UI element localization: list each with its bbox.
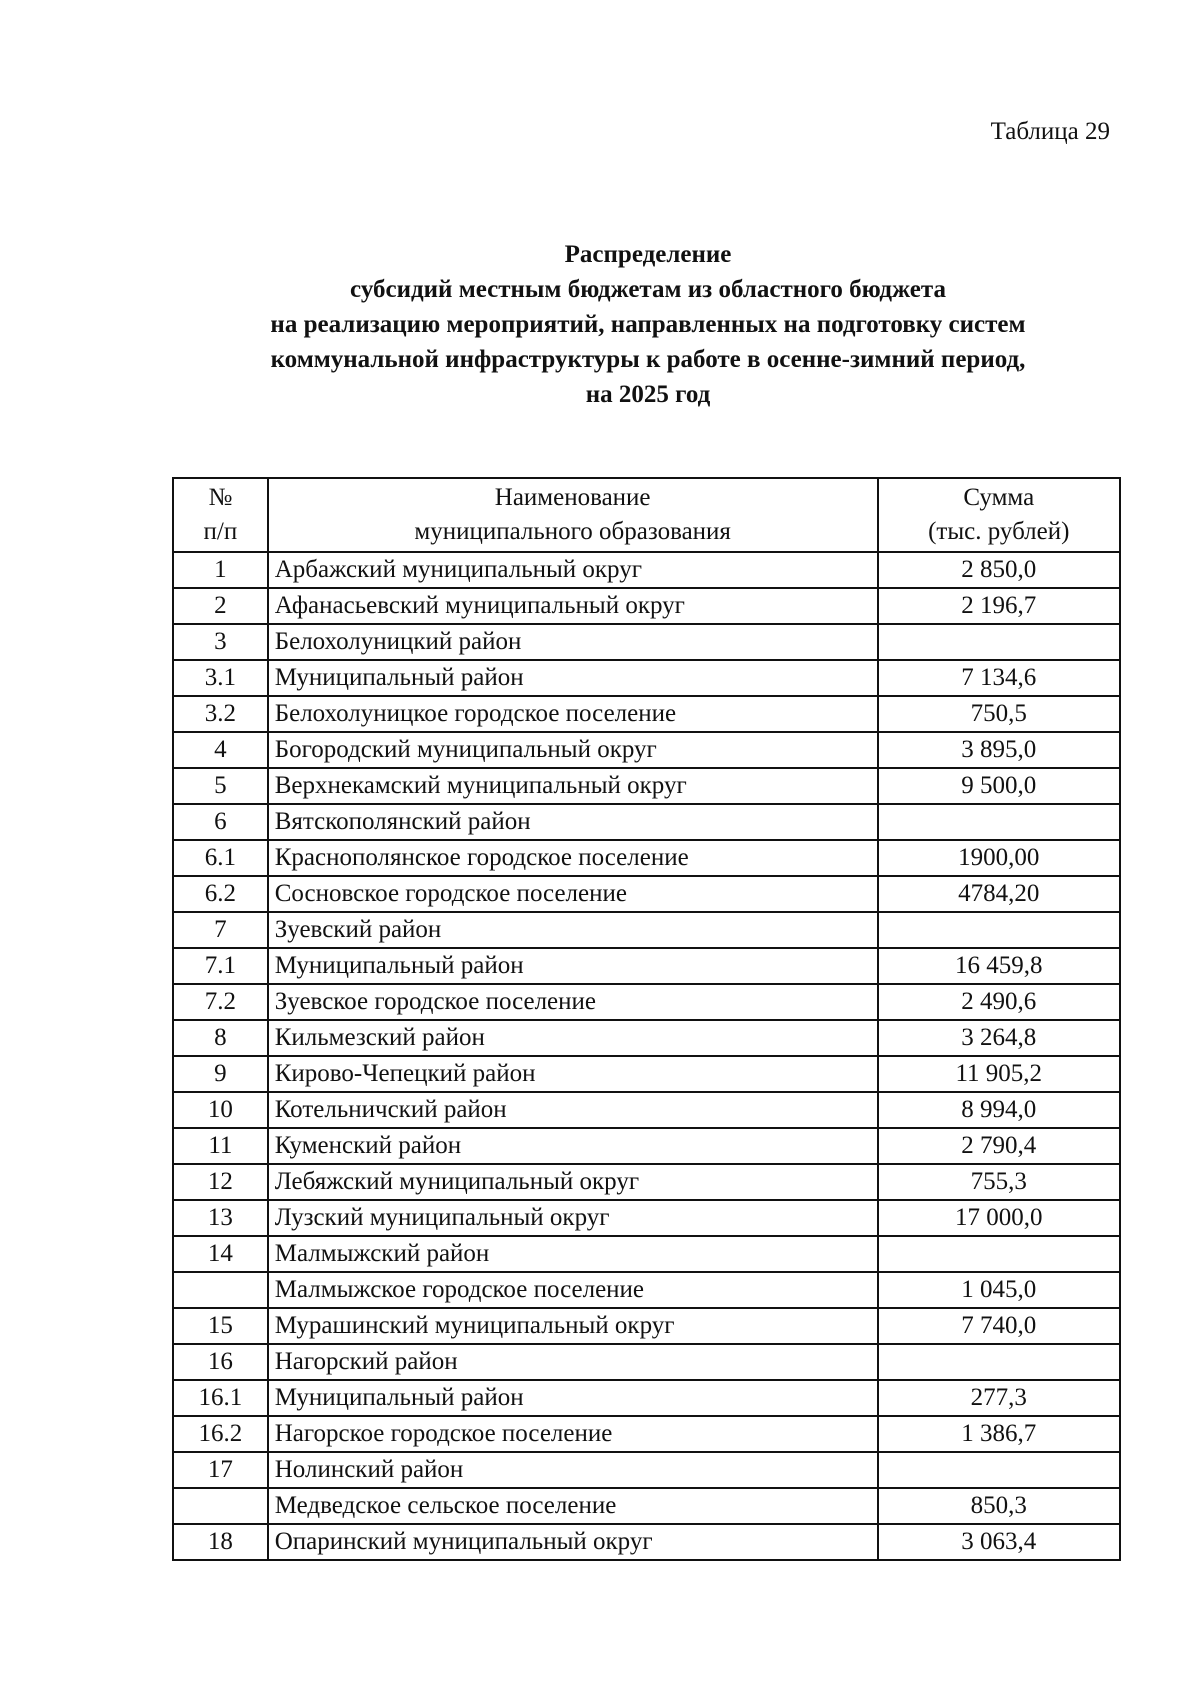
row-number-cell: 15 (173, 1308, 268, 1344)
row-number-cell: 5 (173, 768, 268, 804)
amount-cell: 3 264,8 (878, 1020, 1120, 1056)
amount-cell: 4784,20 (878, 876, 1120, 912)
row-number-cell: 6.1 (173, 840, 268, 876)
amount-cell (878, 1344, 1120, 1380)
table-row (173, 552, 1120, 588)
row-number-cell: 14 (173, 1236, 268, 1272)
table-row (173, 1128, 1120, 1164)
municipality-name-cell: Сосновское городское поселение (268, 876, 878, 912)
table-row (173, 984, 1120, 1020)
row-number-cell: 1 (173, 552, 268, 588)
municipality-name-cell: Малмыжское городское поселение (268, 1272, 878, 1308)
table-body (173, 552, 1120, 1560)
municipality-name-cell: Котельничский район (268, 1092, 878, 1128)
table-row (173, 588, 1120, 624)
table-row (173, 1344, 1120, 1380)
municipality-name-cell: Малмыжский район (268, 1236, 878, 1272)
row-number-cell: 8 (173, 1020, 268, 1056)
row-number-cell (173, 1488, 268, 1524)
title-line: коммунальной инфраструктуры к работе в осенне-зимний период, (270, 346, 1026, 373)
municipality-name-cell: Муниципальный район (268, 948, 878, 984)
municipality-name-cell: Нолинский район (268, 1452, 878, 1488)
municipality-name-cell: Лебяжский муниципальный округ (268, 1164, 878, 1200)
table-row (173, 1092, 1120, 1128)
municipality-name-cell: Краснополянское городское поселение (268, 840, 878, 876)
amount-cell: 11 905,2 (878, 1056, 1120, 1092)
table-row (173, 840, 1120, 876)
row-number-cell: 16.2 (173, 1416, 268, 1452)
table-row (173, 1200, 1120, 1236)
municipality-name-cell: Арбажский муниципальный округ (268, 552, 878, 588)
municipality-name-cell: Опаринский муниципальный округ (268, 1524, 878, 1560)
amount-cell: 2 490,6 (878, 984, 1120, 1020)
table-row (173, 1056, 1120, 1092)
table-header-row (173, 478, 1120, 552)
table-row (173, 1524, 1120, 1560)
title-line: Распределение (564, 241, 732, 268)
amount-cell: 1 045,0 (878, 1272, 1120, 1308)
title-line: на реализацию мероприятий, направленных на подготовку систем (270, 311, 1026, 338)
column-header-number-line: п/п (203, 518, 238, 545)
amount-cell: 7 134,6 (878, 660, 1120, 696)
amount-cell: 8 994,0 (878, 1092, 1120, 1128)
table-row (173, 660, 1120, 696)
table-row (173, 696, 1120, 732)
amount-cell: 2 790,4 (878, 1128, 1120, 1164)
row-number-cell: 16.1 (173, 1380, 268, 1416)
municipality-name-cell: Верхнекамский муниципальный округ (268, 768, 878, 804)
column-header-sum (878, 478, 1120, 552)
row-number-cell: 12 (173, 1164, 268, 1200)
municipality-name-cell: Белохолуницкий район (268, 624, 878, 660)
column-header-number (173, 478, 268, 552)
row-number-cell: 3 (173, 624, 268, 660)
table-row (173, 768, 1120, 804)
column-header-sum-line: (тыс. рублей) (928, 518, 1070, 545)
table-row (173, 804, 1120, 840)
row-number-cell (173, 1272, 268, 1308)
municipality-name-cell: Зуевское городское поселение (268, 984, 878, 1020)
table-row (173, 948, 1120, 984)
table-row (173, 1452, 1120, 1488)
row-number-cell: 3.1 (173, 660, 268, 696)
municipality-name-cell: Белохолуницкое городское поселение (268, 696, 878, 732)
amount-cell: 17 000,0 (878, 1200, 1120, 1236)
amount-cell (878, 624, 1120, 660)
row-number-cell: 18 (173, 1524, 268, 1560)
table-row (173, 1020, 1120, 1056)
amount-cell: 16 459,8 (878, 948, 1120, 984)
row-number-cell: 7 (173, 912, 268, 948)
table-row (173, 1380, 1120, 1416)
row-number-cell: 6 (173, 804, 268, 840)
municipality-name-cell: Нагорское городское поселение (268, 1416, 878, 1452)
amount-cell: 277,3 (878, 1380, 1120, 1416)
municipality-name-cell: Нагорский район (268, 1344, 878, 1380)
table-number-label: Таблица 29 (990, 118, 1110, 145)
table-row (173, 1488, 1120, 1524)
municipality-name-cell: Зуевский район (268, 912, 878, 948)
amount-cell: 755,3 (878, 1164, 1120, 1200)
row-number-cell: 6.2 (173, 876, 268, 912)
amount-cell (878, 912, 1120, 948)
amount-cell: 3 063,4 (878, 1524, 1120, 1560)
row-number-cell: 13 (173, 1200, 268, 1236)
column-header-name (268, 478, 878, 552)
municipality-name-cell: Богородский муниципальный округ (268, 732, 878, 768)
amount-cell (878, 1452, 1120, 1488)
subsidy-distribution-table (172, 477, 1121, 1561)
amount-cell: 7 740,0 (878, 1308, 1120, 1344)
document-title (0, 237, 1200, 412)
title-line: на 2025 год (585, 381, 711, 408)
municipality-name-cell: Медведское сельское поселение (268, 1488, 878, 1524)
table-row (173, 624, 1120, 660)
amount-cell: 850,3 (878, 1488, 1120, 1524)
column-header-name-line: Наименование (494, 484, 651, 511)
table-row (173, 732, 1120, 768)
municipality-name-cell: Муниципальный район (268, 1380, 878, 1416)
municipality-name-cell: Лузский муниципальный округ (268, 1200, 878, 1236)
row-number-cell: 3.2 (173, 696, 268, 732)
table-row (173, 1272, 1120, 1308)
title-line: субсидий местным бюджетам из областного бюджета (350, 276, 946, 303)
table-row (173, 876, 1120, 912)
row-number-cell: 7.1 (173, 948, 268, 984)
amount-cell: 1900,00 (878, 840, 1120, 876)
row-number-cell: 7.2 (173, 984, 268, 1020)
row-number-cell: 4 (173, 732, 268, 768)
table-row (173, 1416, 1120, 1452)
amount-cell: 3 895,0 (878, 732, 1120, 768)
municipality-name-cell: Вятскополянский район (268, 804, 878, 840)
amount-cell: 2 850,0 (878, 552, 1120, 588)
municipality-name-cell: Мурашинский муниципальный округ (268, 1308, 878, 1344)
row-number-cell: 9 (173, 1056, 268, 1092)
municipality-name-cell: Куменский район (268, 1128, 878, 1164)
amount-cell: 750,5 (878, 696, 1120, 732)
amount-cell: 1 386,7 (878, 1416, 1120, 1452)
municipality-name-cell: Кильмезский район (268, 1020, 878, 1056)
municipality-name-cell: Муниципальный район (268, 660, 878, 696)
amount-cell: 2 196,7 (878, 588, 1120, 624)
row-number-cell: 11 (173, 1128, 268, 1164)
table-row (173, 912, 1120, 948)
amount-cell (878, 1236, 1120, 1272)
row-number-cell: 17 (173, 1452, 268, 1488)
table-row (173, 1308, 1120, 1344)
amount-cell: 9 500,0 (878, 768, 1120, 804)
row-number-cell: 10 (173, 1092, 268, 1128)
column-header-name-line: муниципального образования (414, 518, 731, 545)
table-row (173, 1236, 1120, 1272)
row-number-cell: 2 (173, 588, 268, 624)
row-number-cell: 16 (173, 1344, 268, 1380)
municipality-name-cell: Кирово-Чепецкий район (268, 1056, 878, 1092)
column-header-sum-line: Сумма (963, 484, 1035, 511)
amount-cell (878, 804, 1120, 840)
column-header-number-line: № (208, 484, 233, 511)
table-row (173, 1164, 1120, 1200)
municipality-name-cell: Афанасьевский муниципальный округ (268, 588, 878, 624)
